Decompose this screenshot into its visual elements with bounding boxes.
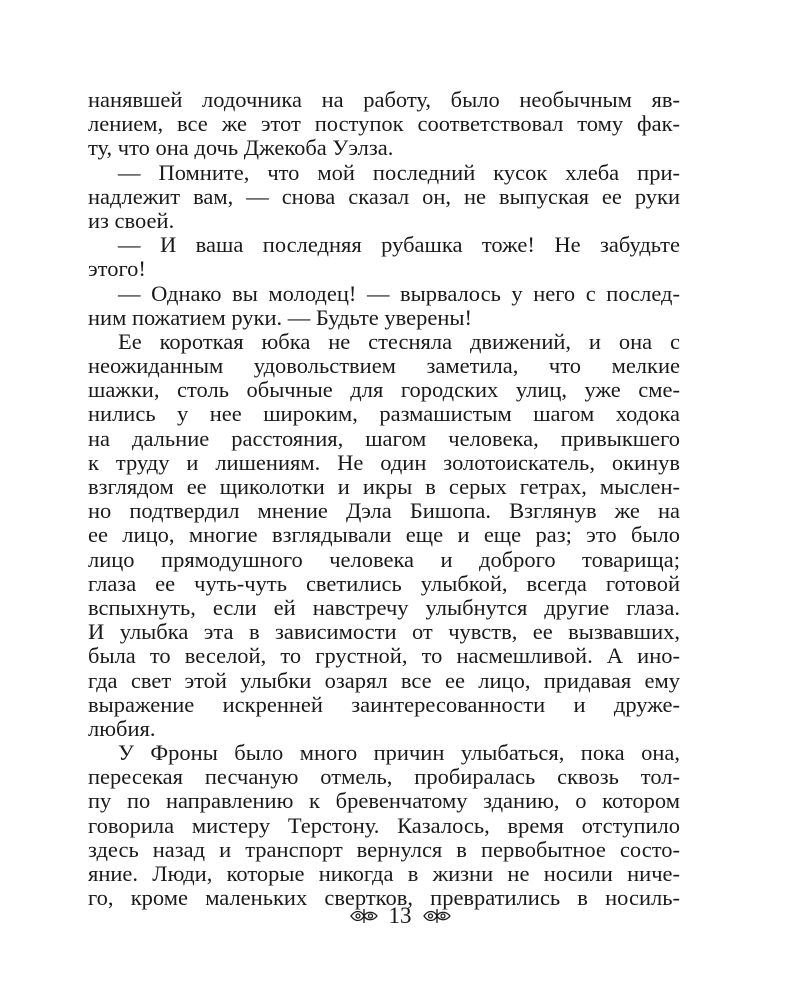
text-line: лением, все же этот поступок соответствовал тому фак- <box>88 111 680 137</box>
text-line: го, кроме маленьких свертков, превратились в носиль- <box>88 885 680 911</box>
text-line: глаза ее чуть-чуть светились улыбкой, всегда готовой <box>88 570 680 596</box>
text-line: У Фроны было много причин улыбаться, пока она, <box>118 740 680 766</box>
text-line: нанявшей лодочника на работу, было необычным яв- <box>88 87 680 112</box>
text-line: шажки, столь обычные для городских улиц, уже сме- <box>88 377 680 403</box>
text-line: была то веселой, то грустной, то насмешливой. А ино- <box>88 643 680 669</box>
text-line: неожиданным удовольствием заметила, что мелкие <box>88 353 680 379</box>
text-line: надлежит вам, — снова сказал он, не выпуская ее руки <box>88 183 680 209</box>
text-line: вспыхнуть, если ей навстречу улыбнутся другие глаза. <box>88 594 680 620</box>
text-line: — Однако вы молодец! — вырвалось у него с послед- <box>118 280 680 306</box>
text-line: ним пожатием руки. — Будьте уверены! <box>88 304 473 330</box>
text-line: к труду и лишениям. Не один золотоискатель, окинув <box>88 449 680 475</box>
right-ornament-icon <box>422 907 452 925</box>
text-line: ее лицо, многие взглядывали еще и еще раз; это было <box>88 522 680 548</box>
body-text <box>88 88 680 910</box>
text-line: Ее короткая юбка не стесняла движений, и она с <box>118 328 680 354</box>
text-line: выражение искренней заинтересованности и друже- <box>88 691 680 717</box>
text-line: ту, что она дочь Джекоба Уэлза. <box>88 135 394 161</box>
page-footer <box>0 902 800 930</box>
text-line: на дальние расстояния, шагом человека, привыкшего <box>88 425 680 451</box>
text-line: из своей. <box>88 207 175 233</box>
text-line: пу по направлению к бревенчатому зданию, о котором <box>88 788 680 814</box>
text-line: этого! <box>88 256 146 282</box>
text-line: — И ваша последняя рубашка тоже! Не забудьте <box>118 232 680 258</box>
text-line: нились у нее широким, размашистым шагом ходока <box>88 401 680 427</box>
text-line: но подтвердил мнение Дэла Бишопа. Взглянув же на <box>88 498 680 524</box>
text-line: яние. Люди, которые никогда в жизни не носили ниче- <box>88 861 680 886</box>
text-line: — Помните, что мой последний кусок хлеба при- <box>118 159 680 185</box>
text-line: говорила мистеру Терстону. Казалось, время отступило <box>88 812 680 838</box>
text-line: взглядом ее щиколотки и икры в серых гетрах, мыслен- <box>88 474 680 499</box>
page-number: 13 <box>388 903 412 928</box>
text-line: пересекая песчаную отмель, пробиралась сквозь тол- <box>88 764 680 790</box>
text-line: И улыбка эта в зависимости от чувств, ее вызвавших, <box>88 619 680 645</box>
text-line: лицо прямодушного человека и доброго товарища; <box>88 546 680 572</box>
left-ornament-icon <box>349 907 379 925</box>
text-line: любия. <box>88 715 156 741</box>
text-line: здесь назад и транспорт вернулся в первобытное состо- <box>88 836 680 862</box>
text-line: гда свет этой улыбки озарял все ее лицо, придавая ему <box>88 667 680 693</box>
